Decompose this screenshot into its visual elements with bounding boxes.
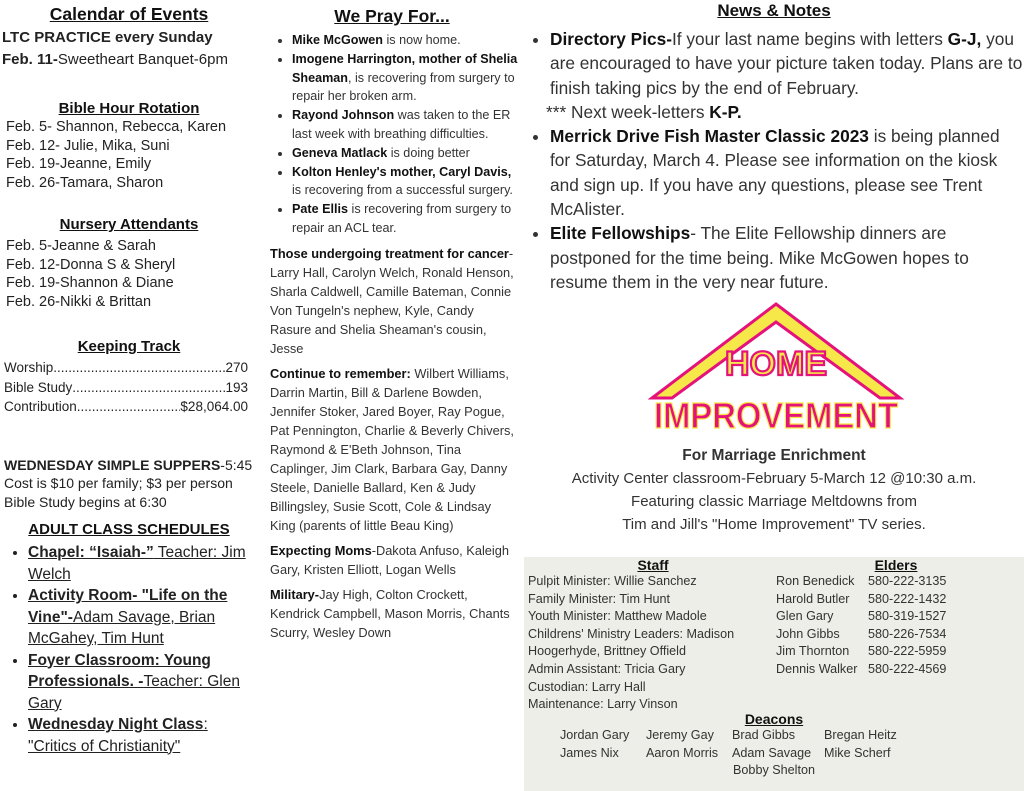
list-item: • Pate Ellis is recovering from surgery to repair an ACL tear. [292,200,518,238]
list-item: • Activity Room- "Life on the Vine"-Adam Savage, Brian McGahey, Tim Hunt [28,585,258,650]
wednesday-suppers [0,456,258,512]
expecting-moms-list: Expecting Moms-Dakota Anfuso, Kaleigh Gary, Kristen Elliott, Logan Wells [270,542,509,577]
list-item: Feb. 19-Jeanne, Emily [6,156,152,172]
staff-box [524,557,1024,791]
table-row: Contribution ..... $28,064.00 [4,397,248,417]
cancer-list: Those undergoing treatment for cancer-Larry Hall, Carolyn Welch, Ronald Henson, Sharla Caldwell, Camille Bateman, Connie Von Tungeln's nephew, Kyle, Candy Rasure and Shelia Sheaman's cousin, Jesse [270,245,514,356]
list-item: Feb. 5- Shannon, Rebecca, Karen [6,119,227,135]
suppers-time: -5:45 [220,456,253,473]
list-item: Youth Minister: Matthew Madole [528,609,707,624]
table-row: John Gibbs 580-226-7534 [776,626,947,641]
logo-line1: HOME [725,345,827,383]
table-row: James Nix Aaron Morris Adam Savage Mike Scherf [560,745,891,760]
enrichment-line1: Activity Center classroom-February 5-March 12 @10:30 a.m. [571,470,977,487]
list-item: Custodian: Larry Hall [528,679,646,694]
list-item: Family Minister: Tim Hunt [528,591,671,606]
news-list [524,27,1024,294]
suppers-title: WEDNESDAY SIMPLE SUPPERS [4,456,221,473]
prayer-list [266,31,518,238]
list-item: • Elite Fellowships- The Elite Fellowship dinners are postponed for the time being. Mike McGowen hopes to resume them in the very near future. [550,221,1024,294]
home-improvement-logo [648,300,904,440]
list-item: Maintenance: Larry Vinson [528,697,678,712]
bible-hour-title: Bible Hour Rotation [58,100,200,117]
remember-list: Continue to remember: Wilbert Williams, Darrin Martin, Bill & Darlene Bowden, Jennifer Stoker, Jared Boyer, Ray Pogue, Pat Pennington, Charlie & Beverly Chivers, Raymond & E'Beth Johnson, Tina Caplinger, Jim Clark, Barbara Gay, Danny Steele, Danielle Ballard, Ken & Judy Billingsley, Susie Scott, Cole & Lindsay King (parents of little Beau King) [270,365,514,533]
news-title: News & Notes [717,1,831,20]
next-week-note: *** Next week-letters K-P. [546,101,742,122]
table-row: Jordan Gary Jeremy Gay Brad Gibbs Bregan Heitz [560,728,897,742]
news-column [524,0,1024,778]
keeping-track-title: Keeping Track [77,338,181,355]
list-item: • Chapel: “Isaiah-” Teacher: Jim Welch [28,542,258,585]
list-item: • Imogene Harrington, mother of Shelia Sheaman, is recovering from surgery to repair her broken arm. [292,50,518,106]
table-row: Harold Butler 580-222-1432 [776,591,947,606]
table-row: Bible Study ..... 193 [4,378,248,398]
marriage-enrichment [524,444,1024,536]
nursery-list [0,237,258,311]
list-item: Pulpit Minister: Willie Sanchez [528,574,697,588]
enrichment-line3: Tim and Jill's "Home Improvement" TV series. [622,516,926,533]
prayer-column [266,0,518,642]
suppers-cost: Cost is $10 per family; $3 per person [4,475,233,491]
adult-class-list [0,542,258,757]
table-row: Ron Benedick 580-222-3135 [776,574,947,588]
nursery-title: Nursery Attendants [59,216,199,233]
suppers-study: Bible Study begins at 6:30 [4,493,167,510]
calendar-title: Calendar of Events [49,4,209,24]
table-row: Jim Thornton 580-222-5959 [776,644,947,659]
logo-line2: IMPROVEMENT [654,395,899,436]
list-item: Feb. 12-Donna S & Sheryl [6,256,176,273]
pray-title: We Pray For... [334,6,450,26]
list-item: • Wednesday Night Class: "Critics of Christianity" [28,714,258,757]
elders-section [776,557,1016,679]
staff-title: Staff [637,557,669,573]
list-item: Feb. 26-Tamara, Sharon [6,174,164,191]
table-row: Worship ..... 270 [4,358,248,378]
list-item: • Rayond Johnson was taken to the ER last week with breathing difficulties. [292,106,518,144]
elders-title: Elders [874,557,918,573]
staff-section [528,557,778,714]
adult-classes-title: ADULT CLASS SCHEDULES [28,521,230,538]
list-item: • Directory Pics-If your last name begins with letters G-J, you are encouraged to have your picture taken today. Plans are to finish taking pics by the end of February. *** Next week-letters K-P. [550,27,1024,124]
list-item: • Merrick Drive Fish Master Classic 2023 is being planned for Saturday, March 4. Please see information on the kiosk and sign up. If you have any questions, please see Trent McAlister. [550,124,1024,221]
list-item: Feb. 19-Shannon & Diane [6,275,174,291]
enrichment-title: For Marriage Enrichment [682,447,866,464]
list-item: Admin Assistant: Tricia Gary [528,661,686,676]
list-item: Feb. 5-Jeanne & Sarah [6,238,156,254]
banquet-event: Feb. 11-Sweetheart Banquet-6pm [2,51,228,68]
deacons-title: Deacons [744,711,804,727]
enrichment-line2: Featuring classic Marriage Meltdowns from [631,493,917,510]
table-row: Dennis Walker 580-222-4569 [776,661,947,676]
list-item: Feb. 26-Nikki & Brittan [6,293,152,310]
bible-hour-list [0,118,258,192]
table-row: Glen Gary 580-319-1527 [776,609,947,624]
list-item: Hoogerhyde, Brittney Offield [528,644,686,659]
keeping-track-table [0,358,258,417]
list-item: • Foyer Classroom: Young Professionals. -Teacher: Glen Gary [28,650,258,715]
ltc-practice: LTC PRACTICE every Sunday [2,29,213,46]
list-item: Feb. 12- Julie, Mika, Suni [6,137,170,154]
list-item: • Mike McGowen is now home. [292,31,518,50]
deacons-section [524,711,1024,780]
calendar-column [0,0,258,757]
list-item: • Kolton Henley's mother, Caryl Davis, is recovering from a successful surgery. [292,163,518,201]
table-row: Bobby Shelton [733,763,815,778]
list-item: Childrens' Ministry Leaders: Madison [528,626,735,641]
military-list: Military-Jay High, Colton Crockett, Kendrick Campbell, Mason Morris, Chants Scurry, Wesley Down [270,586,510,640]
list-item: • Geneva Matlack is doing better [292,144,518,163]
